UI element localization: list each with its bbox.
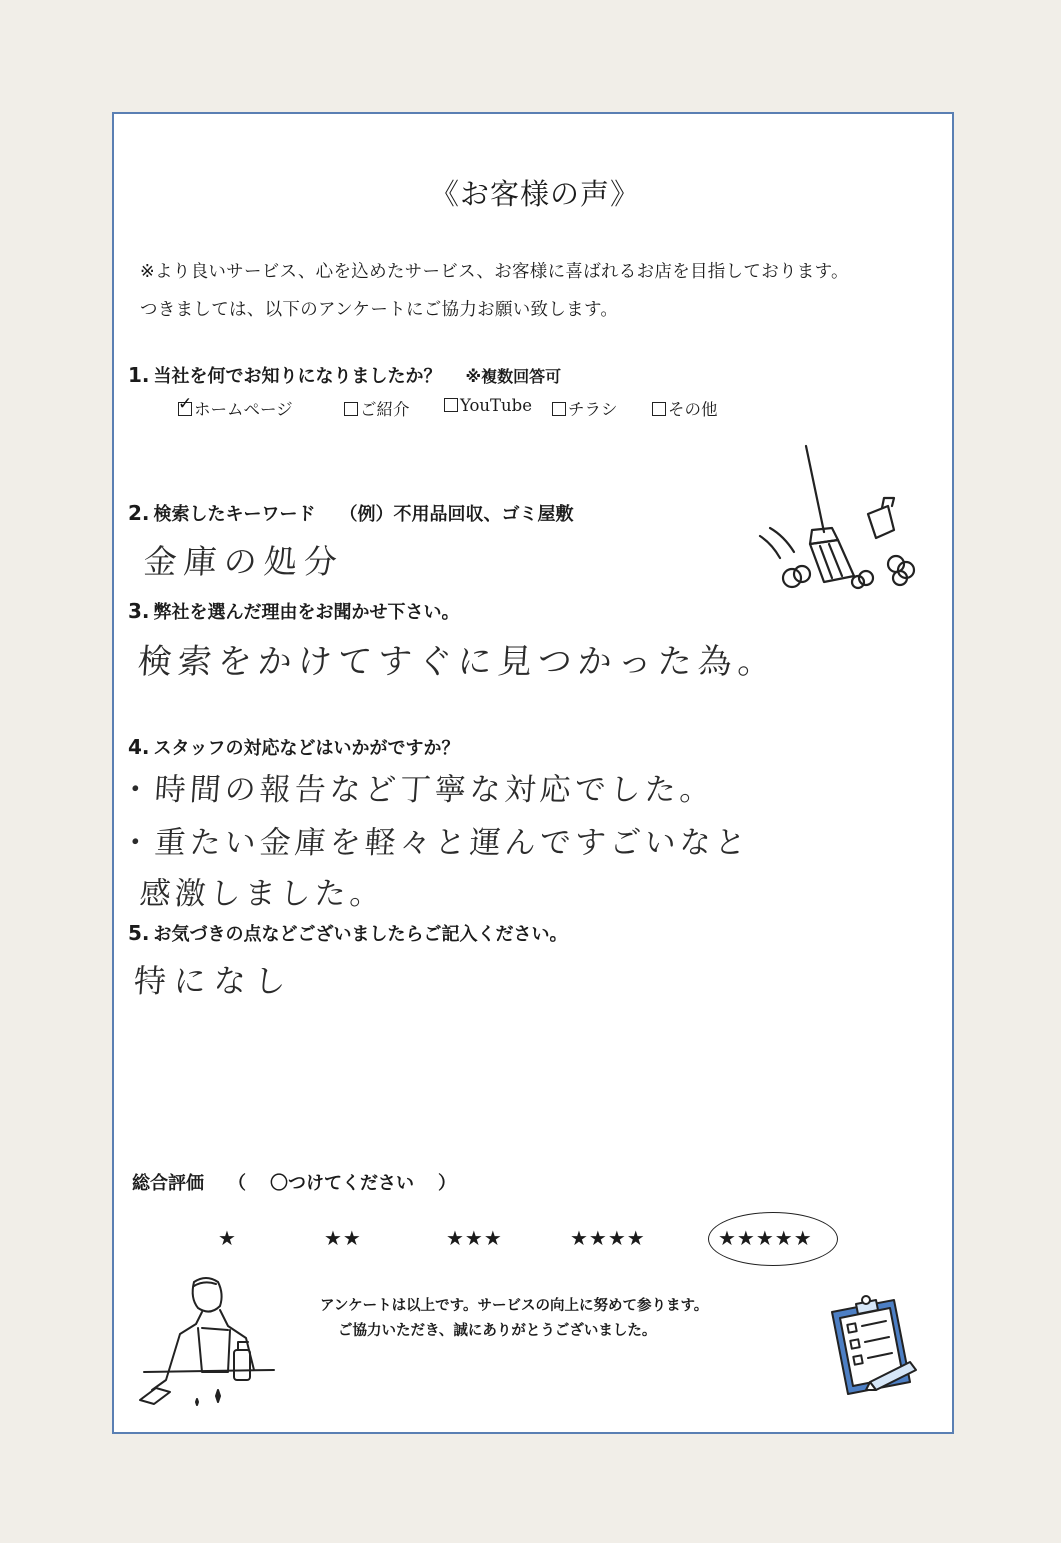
rating-title: 総合評価	[132, 1173, 204, 1194]
page-title: 《お客様の声》	[429, 177, 640, 211]
question-1-text: 当社を何でお知りになりましたか？	[153, 366, 442, 387]
closing-line-2: ご協力いただき、誠にありがとうございました。	[338, 1323, 657, 1339]
question-3	[128, 598, 460, 624]
intro-line-2: つきましては、以下のアンケートにご協力お願い致します。	[140, 300, 619, 320]
option-label: YouTube	[460, 396, 532, 415]
question-3-text: 弊社を選んだ理由をお聞かせ下さい。	[153, 602, 460, 623]
rating-hint: 〇つけてください	[270, 1173, 414, 1194]
question-4-number: 4.	[128, 735, 150, 759]
checkbox[interactable]	[552, 402, 566, 416]
rating-3-star[interactable]: ★★★	[446, 1226, 503, 1250]
rating-close-paren: ）	[438, 1173, 456, 1194]
question-2-number: 2.	[128, 501, 150, 525]
rating-4-star[interactable]: ★★★★	[570, 1226, 646, 1250]
question-4-answer-line-1: ・時間の報告など丁寧な対応でした。	[118, 772, 717, 808]
checkbox-checked[interactable]	[178, 402, 192, 416]
option-label: ご紹介	[360, 400, 410, 419]
option-other[interactable]	[652, 396, 718, 420]
question-5-number: 5.	[128, 921, 150, 945]
question-1-note: ※複数回答可	[465, 367, 562, 386]
broom-dustpan-illustration	[754, 440, 924, 600]
option-label: その他	[668, 400, 718, 419]
question-2-answer: 金庫の処分	[142, 542, 346, 581]
question-1	[128, 362, 561, 388]
rating-5-star[interactable]: ★★★★★	[718, 1226, 813, 1250]
question-3-answer: 検索をかけてすぐに見つかった為。	[136, 642, 780, 682]
checkbox[interactable]	[652, 402, 666, 416]
checkbox[interactable]	[444, 398, 458, 412]
rating-open-paren: （	[228, 1173, 246, 1194]
clipboard-checklist-illustration	[818, 1286, 922, 1406]
question-4	[128, 734, 460, 760]
option-label: チラシ	[568, 400, 618, 419]
option-flyer[interactable]	[552, 396, 618, 420]
rating-label	[132, 1169, 456, 1195]
question-4-answer-line-3: 感激しました。	[138, 876, 387, 912]
question-1-number: 1.	[128, 363, 150, 387]
question-5	[128, 920, 568, 946]
option-youtube[interactable]	[444, 396, 532, 415]
question-3-number: 3.	[128, 599, 150, 623]
question-4-text: スタッフの対応などはいかがですか？	[153, 738, 460, 759]
rating-2-star[interactable]: ★★	[324, 1226, 362, 1250]
option-homepage[interactable]	[178, 396, 293, 420]
question-2-text: 検索したキーワード	[153, 504, 316, 525]
rating-1-star[interactable]: ★	[218, 1226, 237, 1250]
option-referral[interactable]	[344, 396, 410, 420]
question-5-text: お気づきの点などございましたらご記入ください。	[153, 924, 568, 945]
survey-sheet	[112, 112, 954, 1434]
question-2	[128, 500, 574, 526]
question-5-answer: 特になし	[132, 962, 296, 1000]
cleaning-staff-illustration	[136, 1272, 276, 1432]
option-label: ホームページ	[194, 400, 293, 419]
question-4-answer-line-2: ・重たい金庫を軽々と運んですごいなと	[118, 825, 752, 861]
checkbox[interactable]	[344, 402, 358, 416]
question-2-example: （例）不用品回収、ゴミ屋敷	[339, 504, 574, 525]
intro-line-1: ※より良いサービス、心を込めたサービス、お客様に喜ばれるお店を目指しております。	[140, 262, 849, 282]
closing-line-1: アンケートは以上です。サービスの向上に努めて参ります。	[320, 1298, 709, 1314]
